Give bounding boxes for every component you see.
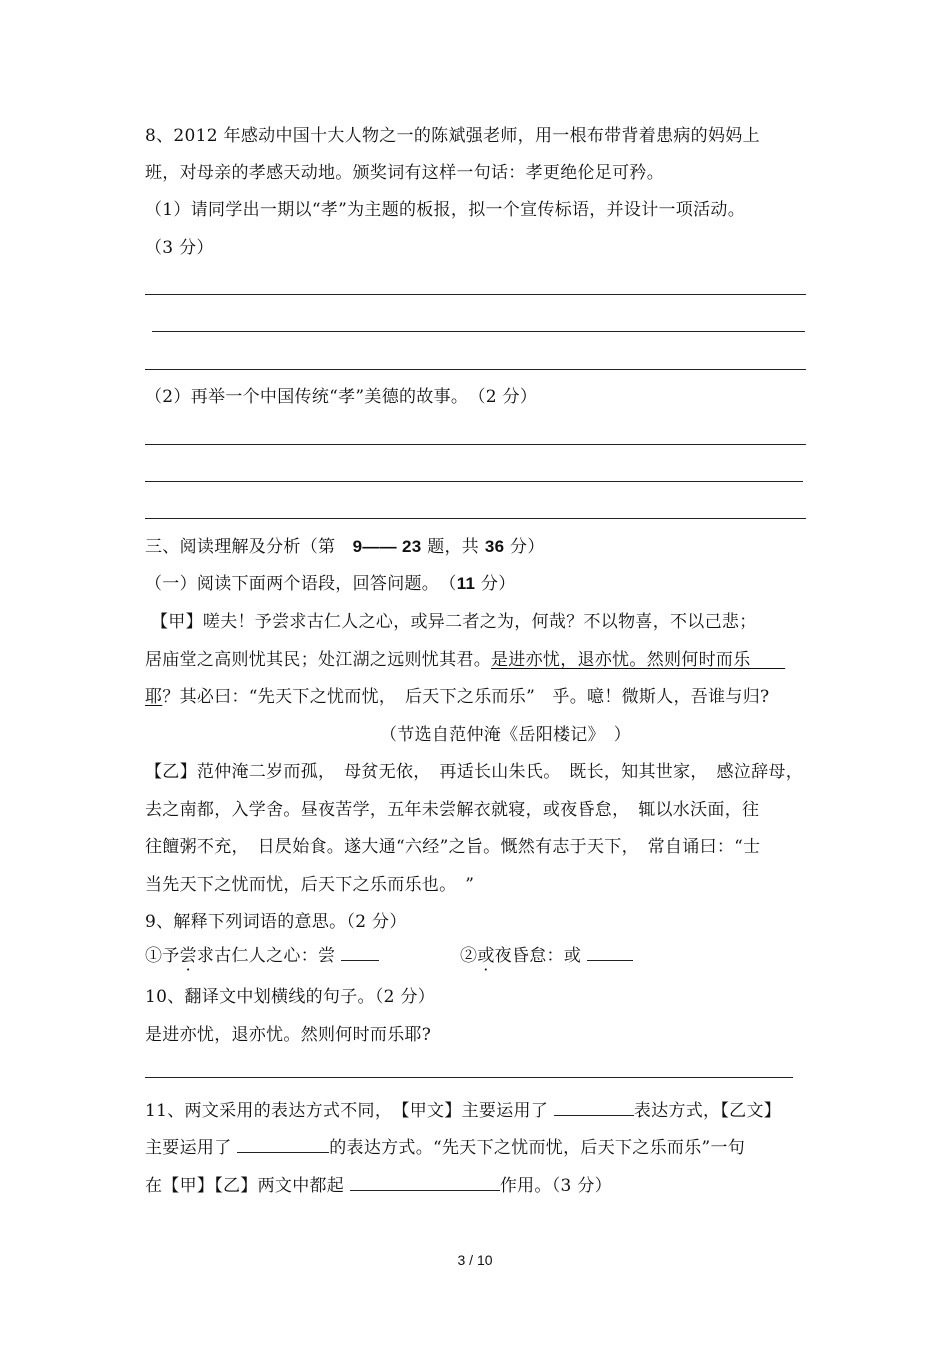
q10-title: 10、翻译文中划横线的句子。（2 分） [145, 987, 436, 1007]
yi-line4: 当先天下之忧而忧，后天下之乐而乐也。 ” [145, 875, 475, 895]
fill-blank[interactable] [554, 1099, 634, 1116]
q8-sub1-score: （3 分） [145, 238, 214, 258]
answer-line[interactable] [145, 294, 806, 295]
q11-line2: 主要运用了 的表达方式。“先天下之忧而忧，后天下之乐而乐”一句 [145, 1138, 746, 1158]
yi-line2: 去之南都，入学舍。昼夜苦学，五年未尝解衣就寝，或夜昏怠， 辄以水沃面，往 [145, 800, 760, 820]
fill-blank[interactable] [587, 944, 633, 961]
answer-line[interactable] [145, 369, 806, 370]
yi-line3: 往饘粥不充， 日昃始食。遂大通“六经”之旨。慨然有志于天下， 常自诵曰：“士 [145, 837, 761, 857]
q8-sub2: （2）再举一个中国传统“孝”美德的故事。 （2 分） [145, 387, 538, 407]
q11-line3: 在【甲】【乙】两文中都起 作用。（3 分） [145, 1176, 612, 1196]
answer-line[interactable] [145, 1077, 793, 1078]
underlined-sentence: 是进亦忧，退亦忧。然则何时而乐 [491, 650, 751, 670]
fill-blank[interactable] [237, 1136, 329, 1153]
section3-title: 三、阅读理解及分析（第 9—— 23 题，共 36 分） [145, 537, 545, 557]
fill-blank[interactable] [341, 944, 379, 961]
answer-line[interactable] [145, 481, 803, 482]
q10-sentence: 是进亦忧，退亦忧。然则何时而乐耶? [145, 1025, 432, 1045]
part1-title: （一）阅读下面两个语段，回答问题。 （11 分） [145, 574, 516, 594]
fill-blank[interactable] [350, 1174, 500, 1191]
q8-line2: 班，对母亲的孝感天动地。颁奖词有这样一句话：孝更绝伦足可矜。 [145, 163, 664, 183]
underlined-sentence-end: 耶 [145, 687, 163, 707]
answer-line[interactable] [145, 518, 806, 519]
jia-source: （节选自范仲淹《岳阳楼记》 ） [380, 725, 631, 745]
q9-title: 9、解释下列词语的意思。（2 分） [145, 912, 407, 932]
jia-line3: 耶？其必曰：“先天下之忧而忧， 后天下之乐而乐” 乎。噫！微斯人，吾谁与归? [145, 687, 770, 707]
answer-line[interactable] [152, 331, 805, 332]
q9-item1: ①予尝求古仁人之心：尝 [145, 944, 379, 966]
jia-line2: 居庙堂之高则忧其民；处江湖之远则忧其君。是进亦忧，退亦忧。然则何时而乐 [145, 650, 751, 670]
answer-line[interactable] [145, 444, 806, 445]
q8-sub1: （1）请同学出一期以“孝”为主题的板报，拟一个宣传标语，并设计一项活动。 [145, 200, 745, 220]
jia-line1: 【甲】嗟夫！予尝求古仁人之心，或异二者之为，何哉？不以物喜，不以己悲； [151, 612, 757, 632]
yi-line1: 【乙】范仲淹二岁而孤， 母贫无依， 再适长山朱氏。 既长，知其世家， 感泣辞母， [145, 762, 803, 782]
q9-item2: ②或夜昏怠：或 [460, 944, 633, 966]
q11-line1: 11、两文采用的表达方式不同， 【甲文】主要运用了 表达方式，【乙文】 [145, 1101, 782, 1121]
q8-line1: 8、2012 年感动中国十大人物之一的陈斌强老师，用一根布带背着患病的妈妈上 [145, 126, 760, 146]
page-number: 3 / 10 [457, 1252, 493, 1268]
